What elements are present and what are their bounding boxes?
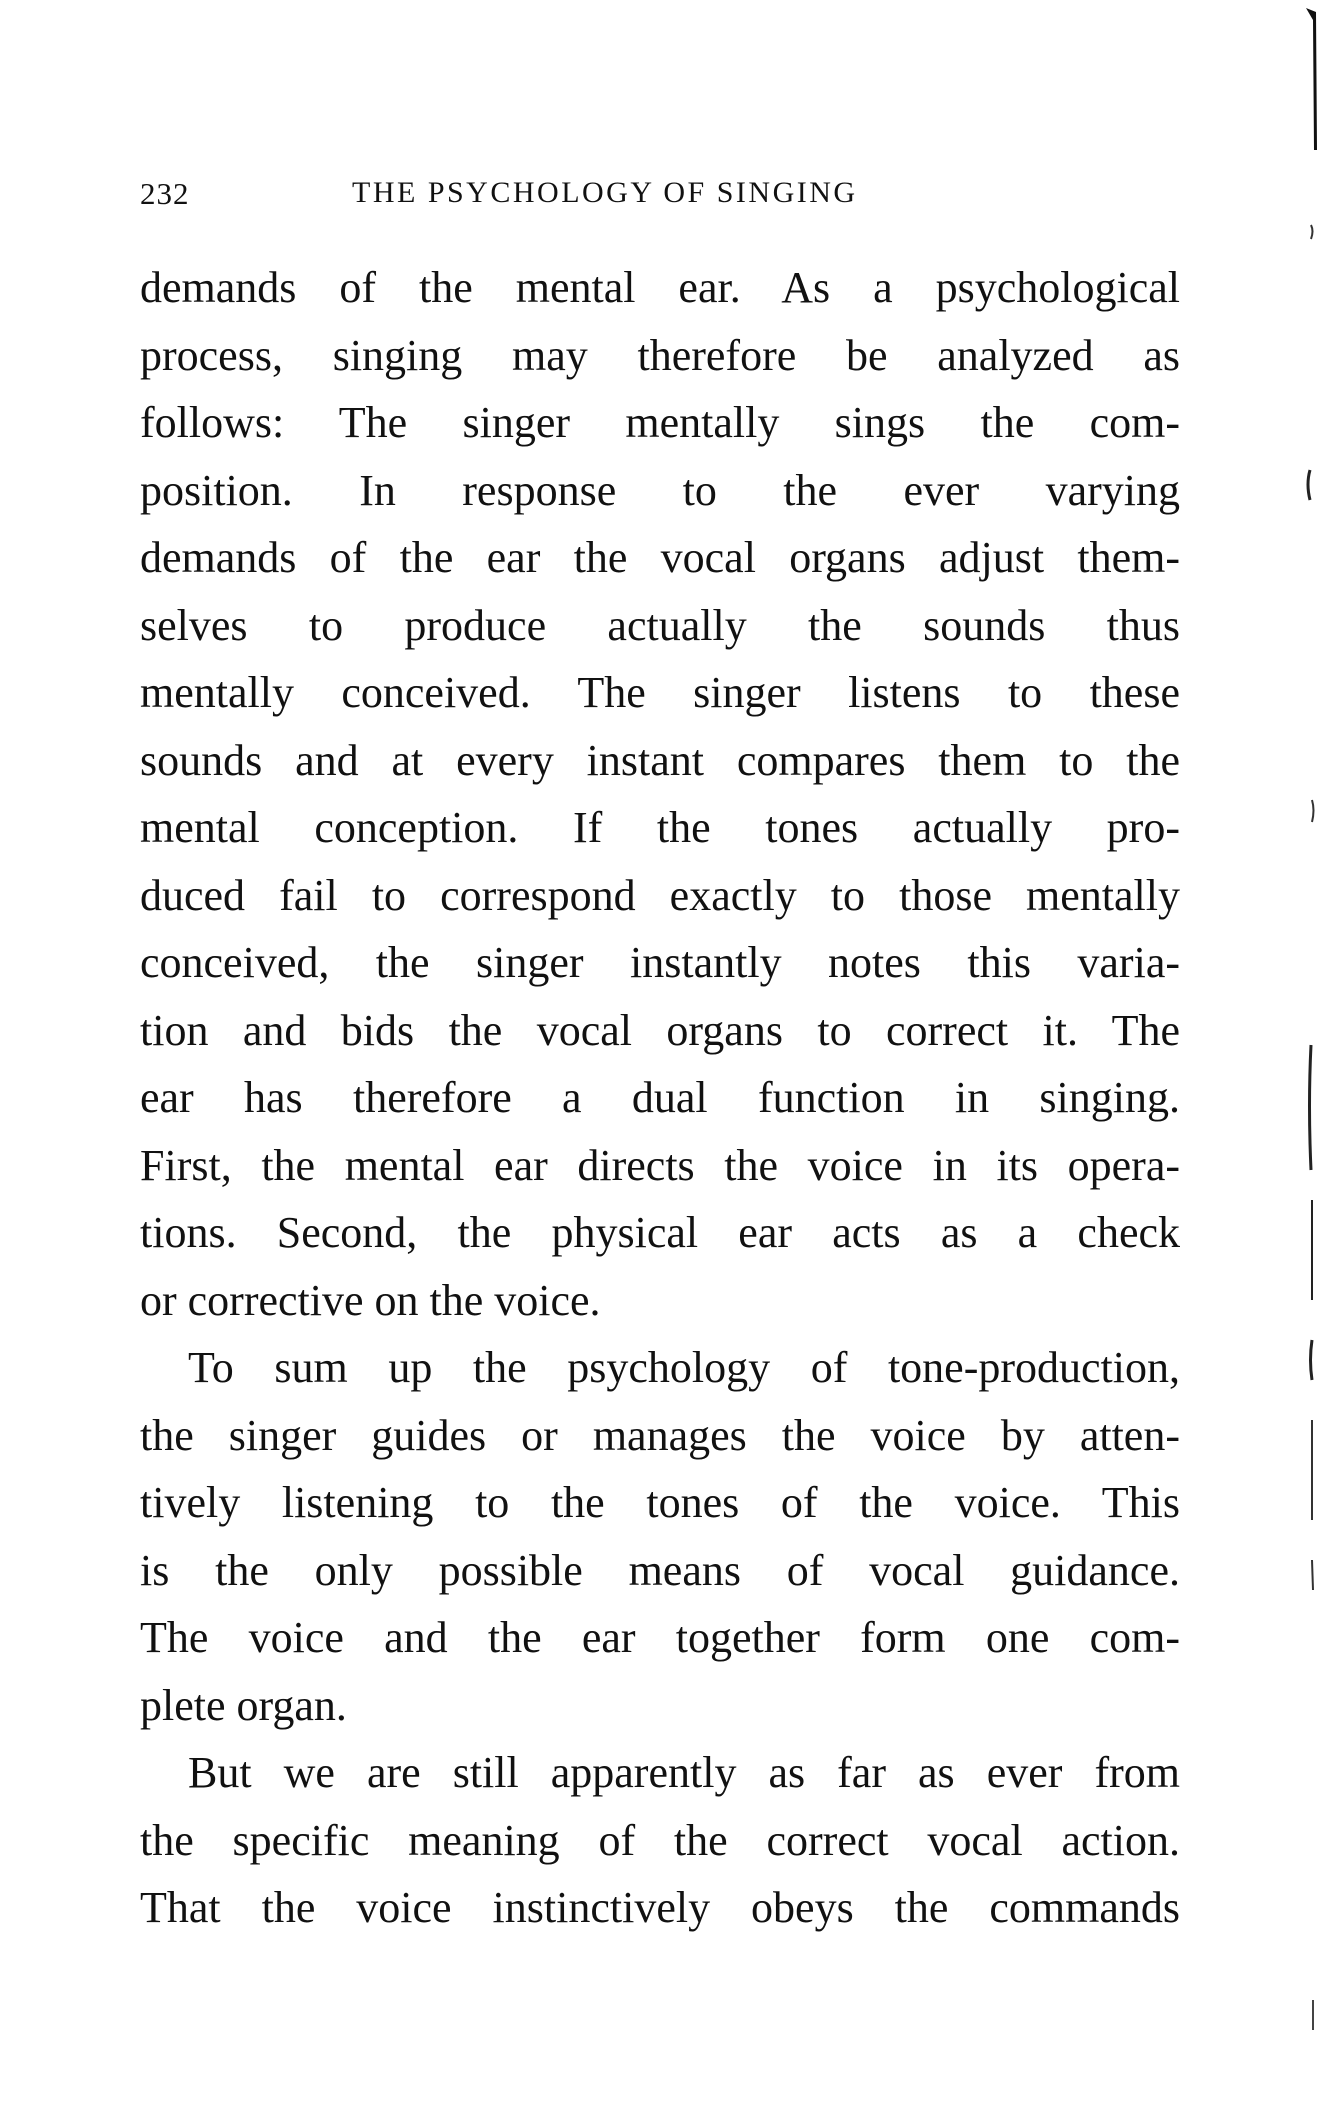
binding-mark [1310, 1045, 1312, 1170]
binding-mark [1311, 1340, 1313, 1380]
paragraph [140, 254, 1180, 1334]
paragraph [140, 1334, 1180, 1739]
page-header [140, 176, 1180, 212]
text-line: is the only possible means of vocal guidance. [140, 1545, 1180, 1595]
text-line: follows: The singer mentally sings the com- [140, 398, 1180, 447]
text-line: plete organ. [140, 1680, 347, 1730]
text-line: ear has therefore a dual function in singing. [140, 1073, 1180, 1122]
text-line: First, the mental ear directs the voice in its opera- [140, 1140, 1180, 1190]
page-number: 232 [140, 176, 190, 211]
text-line: the specific meaning of the correct vocal action. [140, 1815, 1180, 1865]
text-line: demands of the ear the vocal organs adjust them- [140, 533, 1180, 582]
text-line: sounds and at every instant compares them to the [140, 735, 1180, 785]
text-line: The voice and the ear together form one com- [140, 1613, 1180, 1662]
binding-mark [1312, 800, 1314, 822]
paragraph [140, 1739, 1180, 1942]
text-line: tion and bids the vocal organs to correct it. The [140, 1005, 1180, 1055]
text-line: tions. Second, the physical ear acts as a check [140, 1208, 1180, 1257]
binding-mark [1312, 1560, 1313, 1590]
text-line: That the voice instinctively obeys the commands [140, 1883, 1180, 1932]
binding-mark [1308, 470, 1310, 500]
text-line: the singer guides or manages the voice by atten- [140, 1410, 1180, 1460]
text-line: selves to produce actually the sounds thus [140, 600, 1180, 650]
binding-edge [1286, 0, 1326, 2108]
text-line: conceived, the singer instantly notes this varia- [140, 938, 1180, 987]
text-line: demands of the mental ear. As a psychological [140, 263, 1180, 312]
running-head: THE PSYCHOLOGY OF SINGING [352, 176, 858, 209]
binding-mark [1306, 8, 1317, 150]
text-line: process, singing may therefore be analyzed as [140, 330, 1180, 380]
text-line: tively listening to the tones of the voice. This [140, 1478, 1180, 1527]
text-line: To sum up the psychology of tone-production, [188, 1343, 1180, 1392]
body-text [140, 254, 1180, 1942]
text-line: duced fail to correspond exactly to those mentally [140, 870, 1180, 920]
text-line: or corrective on the voice. [140, 1275, 601, 1325]
binding-mark [1311, 225, 1313, 239]
text-line: position. In response to the ever varying [140, 465, 1180, 515]
text-line: But we are still apparently as far as ever from [188, 1748, 1180, 1797]
text-line: mentally conceived. The singer listens to these [140, 668, 1180, 717]
text-line: mental conception. If the tones actually pro- [140, 803, 1180, 852]
